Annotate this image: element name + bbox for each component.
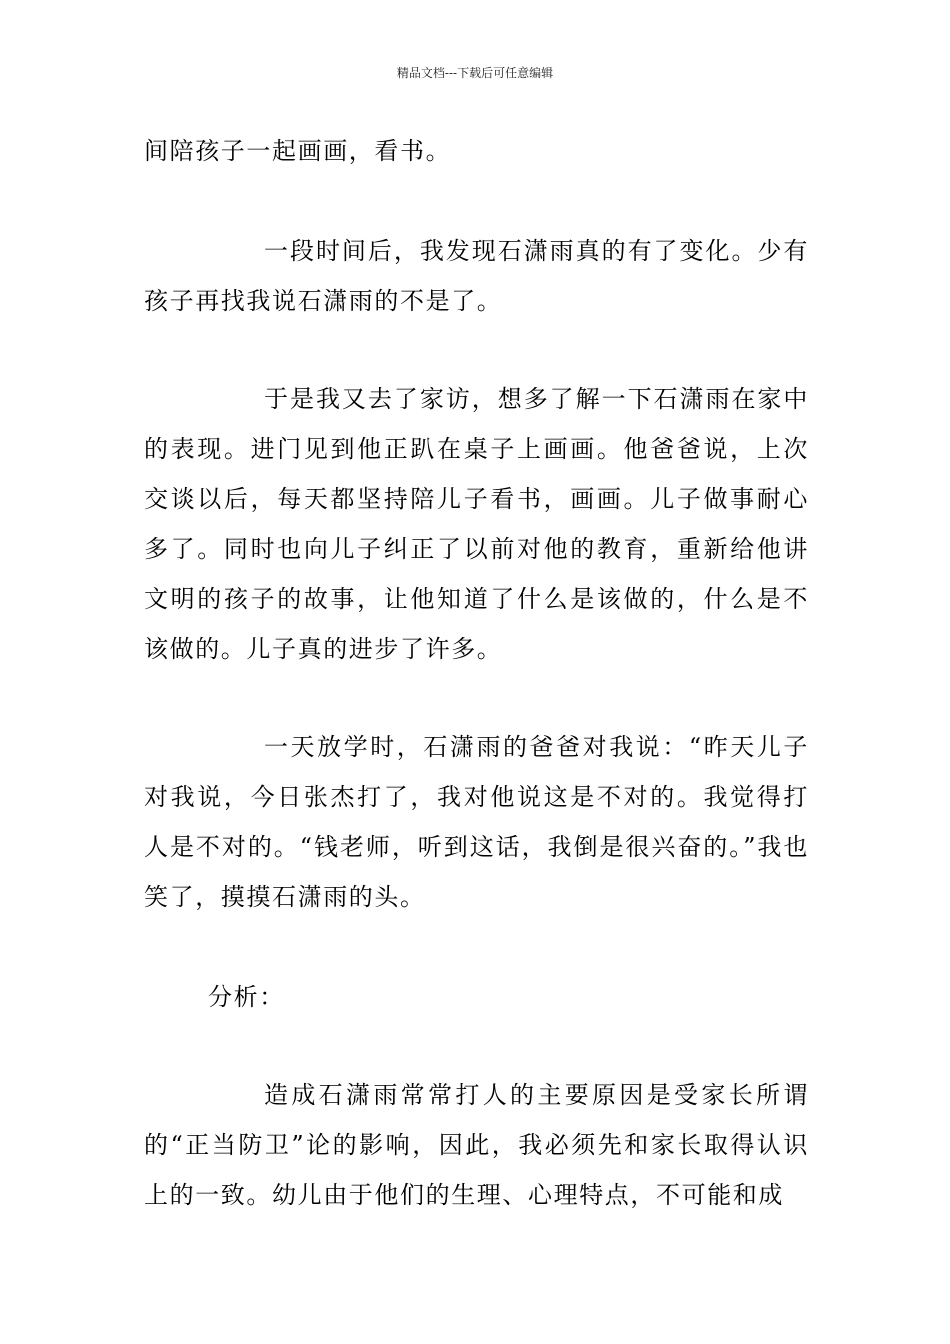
paragraph-continuation: 间陪孩子一起画画，看书。 <box>144 137 452 165</box>
paragraph-father-remark: 一天放学时，石潇雨的爸爸对我说：“昨天儿子对我说，今日张杰打了，我对他说这是不对的。我觉得打人是不对的。“钱老师，听到这话，我倒是很兴奋的。”我也笑了，摸摸石潇雨的头。 <box>144 733 809 911</box>
paragraph-home-visit: 于是我又去了家访，想多了解一下石潇雨在家中的表现。进门见到他正趴在桌子上画画。他爸爸说，上次交谈以后，每天都坚持陪儿子看书，画画。儿子做事耐心多了。同时也向儿子纠正了以前对他的教育，重新给他讲文明的孩子的故事，让他知道了什么是该做的，什么是不该做的。儿子真的进步了许多。 <box>144 385 809 663</box>
section-heading-analysis: 分析： <box>208 983 285 1011</box>
page-header: 精品文档---下载后可任意编辑 <box>396 66 554 80</box>
paragraph-analysis: 造成石潇雨常常打人的主要原因是受家长所谓的“正当防卫”论的影响，因此，我必须先和家长取得认识上的一致。幼儿由于他们的生理、心理特点，不可能和成 <box>144 1081 809 1209</box>
paragraph-change-observed: 一段时间后，我发现石潇雨真的有了变化。少有孩子再找我说石潇雨的不是了。 <box>144 237 809 315</box>
